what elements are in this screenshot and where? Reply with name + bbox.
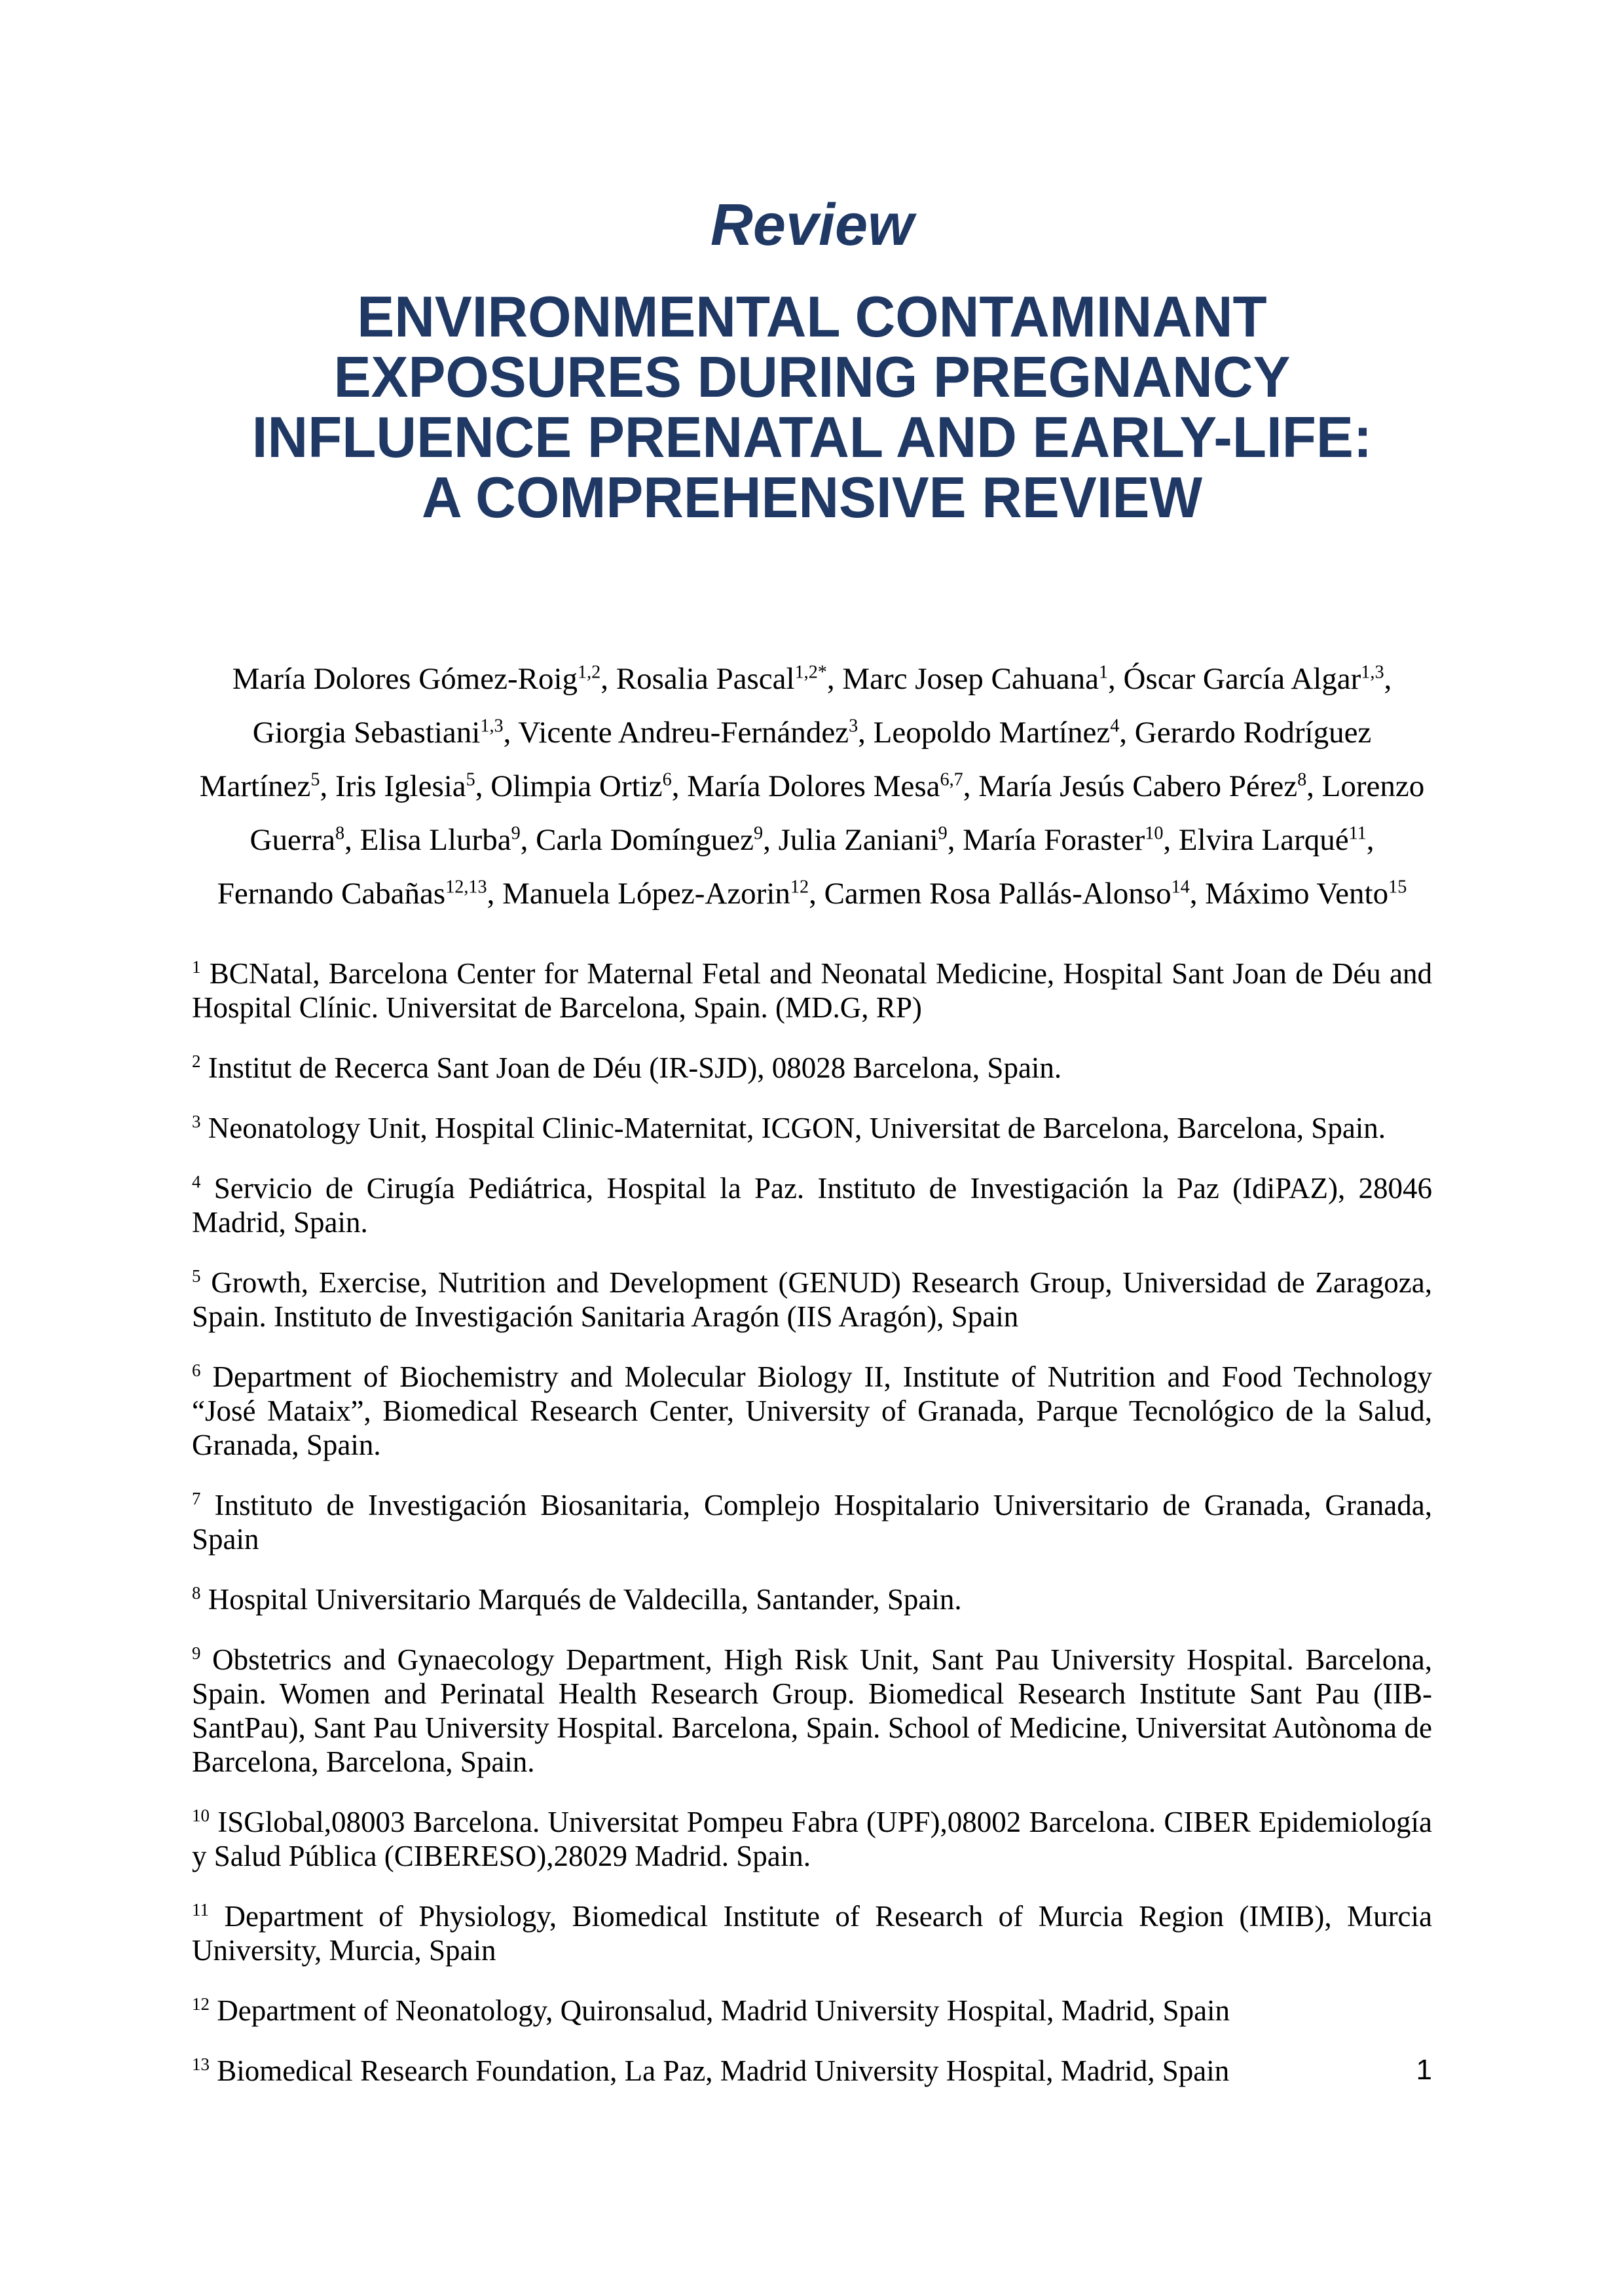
- affiliation-number: 7: [192, 1489, 201, 1508]
- affiliation-number: 6: [192, 1360, 201, 1380]
- affiliation-text: Department of Biochemistry and Molecular Biology II, Institute of Nutrition and Food Technology “José Mataix”, Biomedical Research Center, University of Granada, Parque Tecnológico de la Salud, Granada, Spain.: [192, 1360, 1432, 1461]
- author: Gerardo Rodríguez Martínez$^5$,: [199, 716, 1372, 803]
- author-affiliation-ref: 9: [938, 823, 948, 844]
- affiliation-number: 11: [192, 1900, 209, 1920]
- author: Leopoldo Martínez$^4$,: [873, 716, 1135, 750]
- author-affiliation-ref: 1: [1098, 662, 1109, 683]
- author-affiliation-ref: 12,13: [445, 877, 487, 898]
- affiliation-text: Instituto de Investigación Biosanitaria, Complejo Hospitalario Universitario de Granada, Granada, Spain: [192, 1489, 1433, 1556]
- author-name: María Dolores Mesa: [687, 769, 940, 803]
- author-name: Manuela López-Azorin: [502, 877, 790, 911]
- affiliation-text: ISGlobal,08003 Barcelona. Universitat Pompeu Fabra (UPF),08002 Barcelona. CIBER Epidemiología y Salud Pública (CIBERESO),28029 Madrid. Spain.: [192, 1806, 1432, 1872]
- author: Óscar García Algar$^{1,3}$,: [1123, 662, 1392, 696]
- affiliation: [192, 1805, 1432, 1873]
- author-affiliation-ref: 1,2: [578, 662, 601, 683]
- affiliation-number: 1: [192, 957, 201, 977]
- author: Iris Iglesia$^5$,: [335, 769, 491, 803]
- author-list: [192, 652, 1432, 920]
- author-name: Elvira Larqué: [1178, 823, 1349, 857]
- author-affiliation-ref: 4: [1110, 716, 1120, 737]
- affiliation-text: Obstetrics and Gynaecology Department, High Risk Unit, Sant Pau University Hospital. Barcelona, Spain. Women and Perinatal Health Research Group. Biomedical Research Institute Sant Pau (IIB-SantPau), Sant Pau University Hospital. Barcelona, Spain. School of Medicine, Universitat Autònoma de Barcelona, Barcelona, Spain.: [192, 1643, 1432, 1778]
- affiliation: [192, 1582, 1432, 1616]
- author-name: María Dolores Gómez-Roig: [232, 662, 578, 696]
- author-name: Rosalia Pascal: [616, 662, 795, 696]
- title-line: EXPOSURES DURING PREGNANCY: [333, 344, 1291, 409]
- author: Vicente Andreu-Fernández$^3$,: [518, 716, 874, 750]
- affiliation-number: 3: [192, 1112, 201, 1131]
- affiliation: [192, 1266, 1432, 1334]
- author-affiliation-ref: 11: [1348, 823, 1367, 844]
- author: Carla Domínguez$^9$,: [536, 823, 779, 857]
- affiliation-text: Servicio de Cirugía Pediátrica, Hospital la Paz. Instituto de Investigación la Paz (IdiPAZ), 28046 Madrid, Spain.: [192, 1172, 1433, 1239]
- author: Elisa Llurba$^9$,: [360, 823, 536, 857]
- affiliation-text: Hospital Universitario Marqués de Valdecilla, Santander, Spain.: [208, 1583, 962, 1616]
- author-affiliation-ref: 9: [753, 823, 764, 844]
- author-affiliation-ref: 1,3: [1361, 662, 1384, 683]
- author: Olimpia Ortiz$^6$,: [490, 769, 688, 803]
- affiliation: [192, 1994, 1432, 2028]
- author-name: Óscar García Algar: [1123, 662, 1361, 696]
- affiliation-text: Department of Neonatology, Quironsalud, Madrid University Hospital, Madrid, Spain: [217, 1994, 1230, 2027]
- author-affiliation-ref: 3: [849, 716, 858, 737]
- affiliation-number: 5: [192, 1266, 201, 1286]
- affiliation-text: Institut de Recerca Sant Joan de Déu (IR-SJD), 08028 Barcelona, Spain.: [208, 1051, 1062, 1084]
- author-affiliation-ref: 15: [1388, 877, 1407, 898]
- author: María Foraster$^{10}$,: [963, 823, 1179, 857]
- author-name: Olimpia Ortiz: [490, 769, 663, 803]
- affiliation: [192, 1643, 1432, 1779]
- author: Elvira Larqué$^{11}$,: [1178, 823, 1375, 857]
- affiliation: [192, 1171, 1432, 1239]
- author-name: Leopoldo Martínez: [873, 716, 1111, 750]
- affiliation-number: 12: [192, 1994, 210, 2014]
- author-affiliation-ref: 1,2*: [794, 662, 827, 683]
- author-name: Carmen Rosa Pallás-Alonso: [824, 877, 1172, 911]
- author-name: María Foraster: [963, 823, 1145, 857]
- title-line: A COMPREHENSIVE REVIEW: [421, 465, 1203, 530]
- affiliation-text: Neonatology Unit, Hospital Clinic-Maternitat, ICGON, Universitat de Barcelona, Barcelona, Spain.: [208, 1112, 1386, 1144]
- affiliation-number: 2: [192, 1051, 201, 1071]
- author: [1205, 877, 1407, 911]
- author-name: María Jesús Cabero Pérez: [978, 769, 1298, 803]
- author: María Jesús Cabero Pérez$^8$,: [978, 769, 1322, 803]
- author: María Dolores Gómez-Roig$^{1,2}$,: [232, 662, 616, 696]
- article-title: [192, 284, 1432, 530]
- author-name: Giorgia Sebastiani: [252, 716, 481, 750]
- author-affiliation-ref: 10: [1145, 823, 1164, 844]
- author-name: Lorenzo Guerra: [249, 769, 1425, 857]
- author: Lorenzo Guerra$^8$,: [249, 769, 1425, 857]
- author-affiliation-ref: 1,3: [480, 716, 504, 737]
- affiliation-text: Department of Physiology, Biomedical Institute of Research of Murcia Region (IMIB), Murcia University, Murcia, Spain: [192, 1900, 1433, 1967]
- affiliation: [192, 1111, 1432, 1145]
- affiliation-number: 13: [192, 2054, 210, 2074]
- author-affiliation-ref: 8: [335, 823, 345, 844]
- author: Marc Josep Cahuana$^1$,: [842, 662, 1124, 696]
- author-name: Iris Iglesia: [335, 769, 466, 803]
- author-name: Elisa Llurba: [360, 823, 511, 857]
- author-affiliation-ref: 12: [790, 877, 809, 898]
- affiliation-number: 4: [192, 1172, 201, 1192]
- affiliation: [192, 2054, 1432, 2088]
- affiliation-text: Growth, Exercise, Nutrition and Development (GENUD) Research Group, Universidad de Zaragoza, Spain. Instituto de Investigación Sanitaria Aragón (IIS Aragón), Spain: [192, 1266, 1432, 1333]
- affiliation-number: 8: [192, 1583, 201, 1603]
- author-name: Marc Josep Cahuana: [842, 662, 1099, 696]
- affiliation-number: 9: [192, 1643, 201, 1663]
- author-affiliation-ref: 5: [310, 769, 320, 790]
- author: Fernando Cabañas$^{12,13}$,: [217, 877, 503, 911]
- author: Julia Zaniani$^9$,: [778, 823, 963, 857]
- author: María Dolores Mesa$^{6,7}$,: [687, 769, 979, 803]
- author-name: Fernando Cabañas: [217, 877, 446, 911]
- author-affiliation-ref: 14: [1171, 877, 1190, 898]
- author-name: Julia Zaniani: [778, 823, 938, 857]
- affiliation: [192, 1051, 1432, 1085]
- author-affiliation-ref: 5: [466, 769, 475, 790]
- author: Rosalia Pascal$^{1,2*}$,: [616, 662, 843, 696]
- affiliation-number: 10: [192, 1806, 210, 1825]
- author: Manuela López-Azorin$^{12}$,: [502, 877, 824, 911]
- author: Carmen Rosa Pallás-Alonso$^{14}$,: [824, 877, 1206, 911]
- author-affiliation-ref: 8: [1297, 769, 1307, 790]
- affiliation: [192, 1899, 1432, 1967]
- article-type-label: Review: [710, 192, 914, 258]
- affiliation: [192, 1360, 1432, 1462]
- author-name: Carla Domínguez: [536, 823, 754, 857]
- title-line: ENVIRONMENTAL CONTAMINANT: [357, 284, 1267, 349]
- title-line: INFLUENCE PRENATAL AND EARLY-LIFE:: [251, 405, 1373, 469]
- author-affiliation-ref: 6: [662, 769, 672, 790]
- author: Giorgia Sebastiani$^{1,3}$,: [252, 716, 519, 750]
- affiliation-text: Biomedical Research Foundation, La Paz, Madrid University Hospital, Madrid, Spain: [217, 2054, 1230, 2087]
- author-name: Vicente Andreu-Fernández: [518, 716, 849, 750]
- affiliation: [192, 1488, 1432, 1556]
- affiliation: [192, 957, 1432, 1025]
- author-name: Gerardo Rodríguez Martínez: [199, 716, 1372, 803]
- author-name: Máximo Vento: [1205, 877, 1389, 911]
- author-affiliation-ref: 6,7: [940, 769, 963, 790]
- affiliation-text: BCNatal, Barcelona Center for Maternal Fetal and Neonatal Medicine, Hospital Sant Joan de Déu and Hospital Clínic. Universitat de Barcelona, Spain. (MD.G, RP): [192, 957, 1433, 1024]
- page-number: 1: [1416, 2054, 1432, 2086]
- author-affiliation-ref: 9: [511, 823, 521, 844]
- affiliation-list: [192, 957, 1432, 2088]
